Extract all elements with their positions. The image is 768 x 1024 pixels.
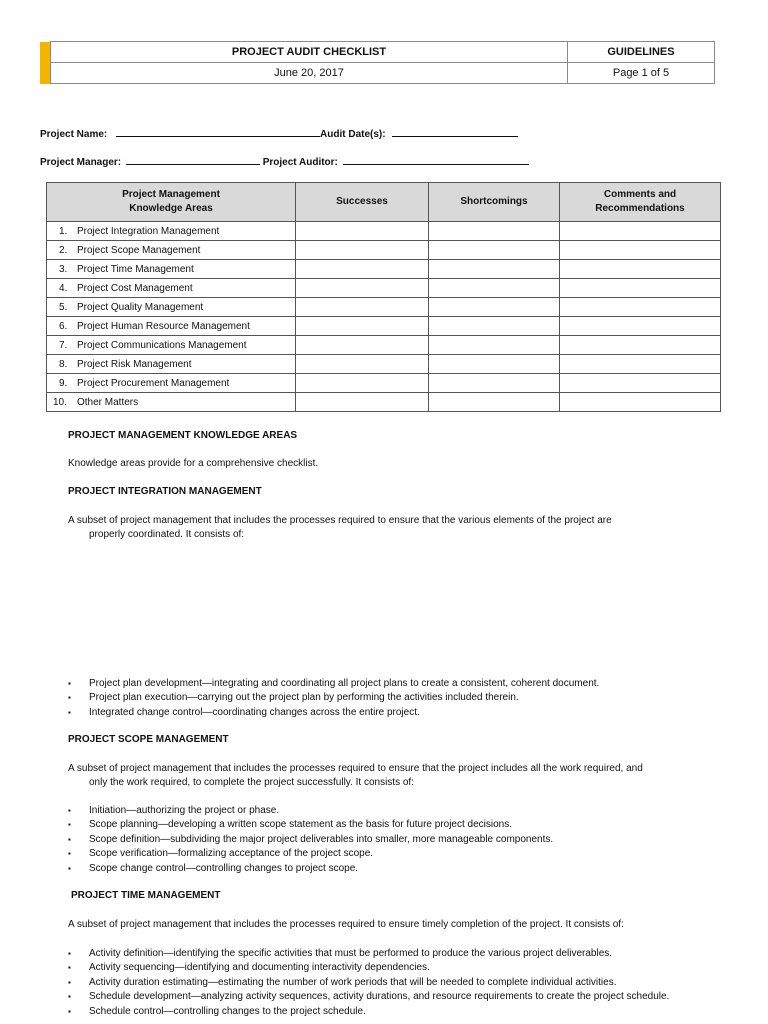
- comments-cell[interactable]: [560, 317, 721, 336]
- row-number: 10.: [53, 396, 67, 408]
- knowledge-area-cell: [47, 393, 296, 412]
- row-number: 7.: [59, 339, 68, 351]
- shortcomings-cell[interactable]: [429, 374, 560, 393]
- table-row: [47, 317, 721, 336]
- knowledge-area-cell: [47, 336, 296, 355]
- table-row: [47, 222, 721, 241]
- col-header-successes: Successes: [296, 183, 429, 222]
- row-number: 6.: [59, 320, 68, 332]
- list-item: ▪ Integrated change control—coordinating changes across the entire project.: [68, 706, 708, 720]
- knowledge-area-cell: [47, 355, 296, 374]
- list-item: ▪ Scope definition—subdividing the major project deliverables into smaller, more manageable components.: [68, 833, 708, 847]
- row-label: Project Procurement Management: [77, 377, 230, 389]
- table-header-row: [47, 183, 721, 222]
- list-item: ▪ Activity definition—identifying the specific activities that must be performed to produce the various project deliverables.: [68, 947, 708, 961]
- integration-heading: PROJECT INTEGRATION MANAGEMENT: [68, 486, 262, 497]
- integration-text-line1: A subset of project management that includes the processes required to ensure that the various elements of the project are: [68, 515, 612, 526]
- comments-cell[interactable]: [560, 222, 721, 241]
- col-header-comments-line2: Recommendations: [595, 203, 685, 214]
- scope-text: [68, 762, 708, 790]
- table-row: [47, 298, 721, 317]
- successes-cell[interactable]: [296, 355, 429, 374]
- row-label: Project Scope Management: [77, 244, 201, 256]
- shortcomings-cell[interactable]: [429, 222, 560, 241]
- project-name-row: [40, 127, 518, 140]
- col-header-comments: [560, 183, 721, 222]
- project-name-label: Project Name:: [40, 129, 108, 140]
- table-row: [47, 393, 721, 412]
- audit-dates-field[interactable]: [392, 127, 518, 137]
- list-item: ▪ Initiation—authorizing the project or phase.: [68, 804, 708, 818]
- document-header: [50, 41, 715, 84]
- scope-text-line1: A subset of project management that includes the processes required to ensure that the project includes all the work required, and: [68, 763, 643, 774]
- row-label: Project Time Management: [77, 263, 194, 275]
- col-header-knowledge-areas: [47, 183, 296, 222]
- successes-cell[interactable]: [296, 374, 429, 393]
- knowledge-areas-text: Knowledge areas provide for a comprehensive checklist.: [68, 458, 319, 469]
- time-text: A subset of project management that includes the processes required to ensure timely completion of the project. It consists of:: [68, 919, 624, 930]
- scope-text-line2: only the work required, to complete the project successfully. It consists of:: [89, 777, 414, 788]
- header-accent-bar: [40, 42, 50, 84]
- project-name-field[interactable]: [116, 127, 320, 137]
- row-label: Project Communications Management: [77, 339, 247, 351]
- comments-cell[interactable]: [560, 260, 721, 279]
- row-label: Project Risk Management: [77, 358, 192, 370]
- row-label: Project Human Resource Management: [77, 320, 250, 332]
- scope-heading: PROJECT SCOPE MANAGEMENT: [68, 734, 229, 745]
- comments-cell[interactable]: [560, 336, 721, 355]
- integration-text: [68, 514, 708, 542]
- comments-cell[interactable]: [560, 241, 721, 260]
- col-header-shortcomings: Shortcomings: [429, 183, 560, 222]
- integration-text-line2: properly coordinated. It consists of:: [89, 529, 245, 540]
- row-label: Project Cost Management: [77, 282, 193, 294]
- audit-dates-label: Audit Date(s):: [320, 129, 386, 140]
- list-item: ▪ Scope verification—formalizing acceptance of the project scope.: [68, 847, 708, 861]
- row-number: 5.: [59, 301, 68, 313]
- row-number: 2.: [59, 244, 68, 256]
- row-number: 4.: [59, 282, 68, 294]
- comments-cell[interactable]: [560, 374, 721, 393]
- comments-cell[interactable]: [560, 298, 721, 317]
- knowledge-area-cell: [47, 260, 296, 279]
- table-row: [47, 374, 721, 393]
- successes-cell[interactable]: [296, 317, 429, 336]
- successes-cell[interactable]: [296, 241, 429, 260]
- row-number: 1.: [59, 225, 68, 237]
- shortcomings-cell[interactable]: [429, 241, 560, 260]
- list-item: ▪ Schedule control—controlling changes to the project schedule.: [68, 1005, 708, 1019]
- knowledge-area-cell: [47, 374, 296, 393]
- list-item: ▪ Project plan execution—carrying out the project plan by performing the activities included therein.: [68, 691, 708, 705]
- row-number: 8.: [59, 358, 68, 370]
- successes-cell[interactable]: [296, 222, 429, 241]
- col-header-comments-line1: Comments and: [603, 189, 677, 200]
- table-row: [47, 241, 721, 260]
- row-label: Other Matters: [77, 396, 139, 408]
- comments-cell[interactable]: [560, 279, 721, 298]
- shortcomings-cell[interactable]: [429, 317, 560, 336]
- row-label: Project Integration Management: [77, 225, 220, 237]
- audit-checklist-table: [46, 182, 721, 412]
- time-heading: PROJECT TIME MANAGEMENT: [71, 890, 221, 901]
- project-auditor-field[interactable]: [343, 155, 529, 165]
- project-auditor-label: Project Auditor:: [262, 157, 338, 168]
- successes-cell[interactable]: [296, 336, 429, 355]
- col-header-knowledge-areas-line1: Project Management: [122, 189, 220, 200]
- row-number: 9.: [59, 377, 68, 389]
- knowledge-area-cell: [47, 279, 296, 298]
- knowledge-area-cell: [47, 241, 296, 260]
- successes-cell[interactable]: [296, 260, 429, 279]
- project-manager-label: Project Manager:: [40, 157, 122, 168]
- successes-cell[interactable]: [296, 393, 429, 412]
- list-item: ▪ Activity duration estimating—estimating the number of work periods that will be needed to complete individual activities.: [68, 976, 708, 990]
- list-item: ▪ Project plan development—integrating and coordinating all project plans to create a consistent, coherent document.: [68, 677, 708, 691]
- document-category: GUIDELINES: [568, 42, 715, 63]
- knowledge-area-cell: [47, 298, 296, 317]
- shortcomings-cell[interactable]: [429, 279, 560, 298]
- comments-cell[interactable]: [560, 393, 721, 412]
- table-row: [47, 355, 721, 374]
- table-row: [47, 260, 721, 279]
- shortcomings-cell[interactable]: [429, 336, 560, 355]
- comments-cell[interactable]: [560, 355, 721, 374]
- shortcomings-cell[interactable]: [429, 260, 560, 279]
- list-item: ▪ Activity sequencing—identifying and documenting interactivity dependencies.: [68, 961, 708, 975]
- list-item: ▪ Scope change control—controlling changes to project scope.: [68, 862, 708, 876]
- knowledge-area-cell: [47, 222, 296, 241]
- shortcomings-cell[interactable]: [429, 355, 560, 374]
- row-number: 3.: [59, 263, 68, 275]
- row-label: Project Quality Management: [77, 301, 204, 313]
- document-date: June 20, 2017: [51, 63, 568, 84]
- project-manager-row: [40, 155, 529, 168]
- successes-cell[interactable]: [296, 298, 429, 317]
- list-item: ▪ Scope planning—developing a written scope statement as the basis for future project decisions.: [68, 818, 708, 832]
- table-row: [47, 336, 721, 355]
- page-number: Page 1 of 5: [568, 63, 715, 84]
- shortcomings-cell[interactable]: [429, 298, 560, 317]
- project-manager-field[interactable]: [126, 155, 260, 165]
- col-header-knowledge-areas-line2: Knowledge Areas: [129, 203, 213, 214]
- shortcomings-cell[interactable]: [429, 393, 560, 412]
- successes-cell[interactable]: [296, 279, 429, 298]
- knowledge-areas-heading: PROJECT MANAGEMENT KNOWLEDGE AREAS: [68, 430, 298, 441]
- document-title: PROJECT AUDIT CHECKLIST: [51, 42, 568, 63]
- list-item: ▪ Schedule development—analyzing activity sequences, activity durations, and resource requirements to create the project schedule.: [68, 990, 708, 1004]
- knowledge-area-cell: [47, 317, 296, 336]
- table-row: [47, 279, 721, 298]
- time-bullet-list: [68, 947, 708, 1019]
- scope-bullet-list: [68, 804, 708, 876]
- integration-bullet-list: [68, 677, 708, 720]
